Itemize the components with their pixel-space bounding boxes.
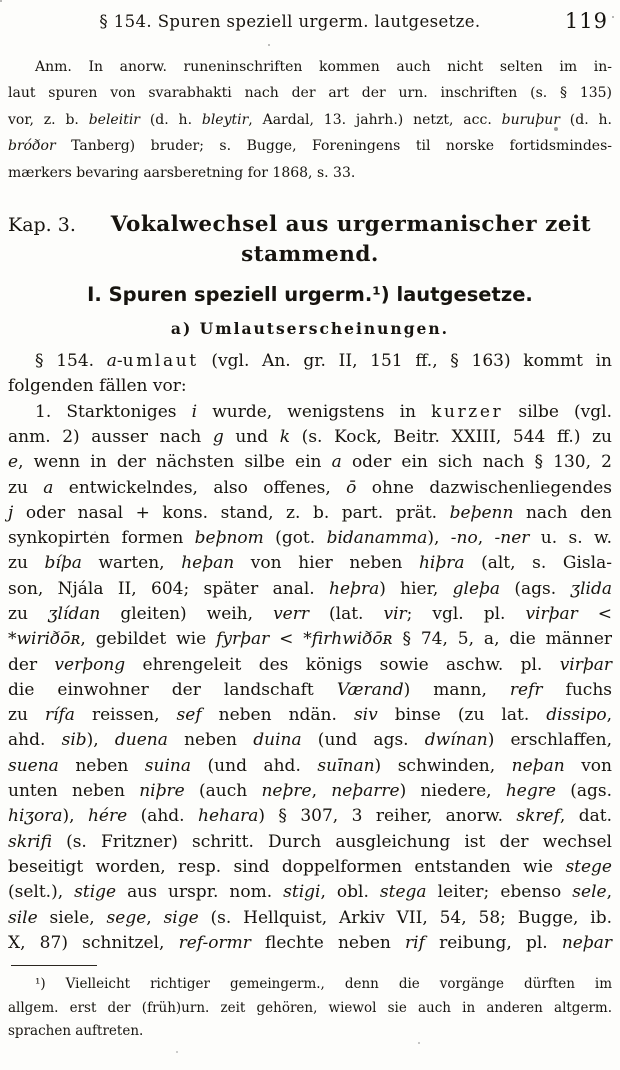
text-segment: , wenn in der nächsten silbe ein bbox=[18, 452, 332, 473]
text-segment: siele, bbox=[37, 907, 107, 928]
italic-text-segment: skrifi bbox=[8, 831, 52, 852]
chapter-number-label: Kap. 3. bbox=[8, 214, 76, 237]
running-title: § 154. Spuren speziell urgerm. lautgesetze. bbox=[99, 12, 481, 31]
text-segment: ¹) Vielleicht richtiger gemeingerm., denn die vorgänge dürften im bbox=[35, 976, 612, 993]
italic-text-segment: beþnom bbox=[194, 528, 264, 549]
text-segment: ohne dazwischenliegendes bbox=[356, 477, 612, 498]
text-line bbox=[8, 374, 612, 399]
text-line bbox=[8, 501, 612, 526]
text-segment: , obl. bbox=[320, 882, 380, 903]
text-segment: ehrengeleit des königs sowie aschw. pl. bbox=[125, 654, 560, 675]
page-number: 119 bbox=[564, 9, 608, 33]
text-line bbox=[8, 602, 612, 627]
italic-text-segment: stigi bbox=[283, 882, 321, 903]
text-line bbox=[8, 728, 612, 753]
text-segment: anm. 2) ausser nach bbox=[8, 426, 213, 447]
text-segment: synkopirten formen bbox=[8, 528, 195, 549]
text-line bbox=[8, 160, 612, 186]
text-segment: der bbox=[8, 654, 55, 675]
italic-text-segment: suīnan bbox=[317, 755, 375, 776]
text-segment: X, 87) schnitzel, bbox=[8, 932, 179, 953]
text-segment: reissen, bbox=[74, 705, 177, 726]
text-segment: son, Njála II, 604; später anal. bbox=[8, 578, 330, 599]
text-segment: flechte neben bbox=[250, 932, 406, 953]
text-segment: , bbox=[477, 528, 495, 549]
text-segment: ), bbox=[62, 806, 88, 827]
italic-text-segment: hehara bbox=[198, 806, 259, 827]
text-segment: die einwohner der landschaft bbox=[8, 679, 337, 700]
italic-text-segment: bleytir bbox=[201, 111, 249, 128]
text-segment: § 74, 5, a, die männer bbox=[392, 629, 613, 650]
text-segment: (selt.), bbox=[8, 882, 75, 903]
text-segment: ) § 307, 3 reiher, anorw. bbox=[258, 806, 517, 827]
italic-text-segment: heþan bbox=[181, 553, 235, 574]
text-segment: laut spuren von svarabhakti nach der art der urn. inschriften (s. § 135) bbox=[8, 85, 612, 102]
text-segment: (auch bbox=[184, 781, 262, 802]
text-segment: (s. Hellquist, Arkiv VII, 54, 58; Bugge, ib. bbox=[198, 907, 613, 928]
text-segment: , bbox=[606, 705, 613, 726]
text-segment: unten neben bbox=[8, 781, 140, 802]
text-segment: neben bbox=[167, 730, 254, 751]
letterspaced-text-segment: kurzer bbox=[431, 401, 504, 422]
text-line bbox=[8, 627, 612, 652]
italic-text-segment: beleitir bbox=[88, 111, 140, 128]
text-line bbox=[8, 133, 612, 159]
text-segment: nach den bbox=[513, 502, 612, 523]
text-line bbox=[8, 906, 612, 931]
text-segment: § 154. bbox=[35, 351, 107, 372]
text-line bbox=[8, 754, 612, 779]
text-line bbox=[8, 450, 612, 475]
italic-text-segment: bidanamma bbox=[326, 528, 428, 549]
text-segment: von bbox=[564, 755, 612, 776]
text-line bbox=[8, 830, 612, 855]
italic-text-segment: duena bbox=[114, 730, 168, 751]
italic-text-segment: Værand bbox=[336, 679, 404, 700]
italic-text-segment: sef bbox=[176, 705, 202, 726]
chapter-title-part1: Vokalwechsel aus urgermanischer zeit bbox=[110, 212, 592, 238]
italic-text-segment: stige bbox=[74, 882, 117, 903]
text-segment: - bbox=[116, 351, 123, 372]
footnote bbox=[8, 973, 612, 1044]
text-segment: wurde, wenigstens in bbox=[197, 401, 432, 422]
text-segment: ), bbox=[86, 730, 115, 751]
italic-text-segment: i bbox=[191, 401, 198, 422]
text-line bbox=[8, 54, 612, 80]
italic-text-segment: suena bbox=[8, 755, 59, 776]
body-text bbox=[8, 349, 612, 956]
text-segment: allgem. erst der (früh)urn. zeit gehören, wiewol sie auch in anderen altgerm. bbox=[8, 999, 612, 1016]
text-segment: (got. bbox=[263, 528, 327, 549]
text-segment: ) mann, bbox=[403, 679, 510, 700]
italic-text-segment: buruþur bbox=[501, 111, 560, 128]
italic-text-segment: skref bbox=[516, 806, 560, 827]
text-segment: ) niedere, bbox=[399, 781, 506, 802]
italic-text-segment: stege bbox=[565, 856, 612, 877]
italic-text-segment: a bbox=[331, 452, 342, 473]
italic-text-segment: g bbox=[212, 426, 224, 447]
italic-text-segment: rífa bbox=[44, 705, 75, 726]
text-line bbox=[8, 107, 612, 133]
italic-text-segment: ref-ormr bbox=[178, 932, 251, 953]
italic-text-segment: wiriðōʀ bbox=[16, 629, 81, 650]
text-line bbox=[8, 779, 612, 804]
text-segment: (d. h. bbox=[559, 111, 612, 128]
text-segment: (ahd. bbox=[127, 806, 199, 827]
italic-text-segment: refr bbox=[509, 679, 543, 700]
text-segment: (lat. bbox=[309, 604, 384, 624]
text-segment: , Aardal, 13. jahrh.) netzt, acc. bbox=[248, 111, 502, 128]
text-segment: (ags. bbox=[555, 781, 612, 802]
text-segment: silbe (vgl. bbox=[503, 401, 613, 422]
text-line bbox=[8, 931, 612, 956]
text-segment: neben bbox=[58, 755, 145, 776]
text-segment: (und ags. bbox=[301, 730, 425, 751]
italic-text-segment: heþra bbox=[329, 578, 380, 599]
italic-text-segment: hiþra bbox=[418, 553, 465, 574]
text-segment: reibung, pl. bbox=[424, 932, 562, 953]
text-segment: ahd. bbox=[8, 730, 62, 751]
text-segment: , dat. bbox=[559, 806, 613, 827]
text-segment: gleiten) weih, bbox=[100, 604, 274, 624]
italic-text-segment: beþenn bbox=[449, 502, 514, 523]
text-segment: (und ahd. bbox=[191, 755, 318, 776]
italic-text-segment: rif bbox=[405, 932, 425, 953]
italic-text-segment: ʒlida bbox=[570, 578, 612, 599]
italic-text-segment: sege bbox=[106, 907, 147, 928]
chapter-heading bbox=[8, 212, 612, 267]
text-segment: von hier neben bbox=[234, 553, 419, 574]
text-line bbox=[8, 80, 612, 106]
text-segment: , bbox=[311, 781, 332, 802]
text-segment: (s. Kock, Beitr. XXIII, 544 ff.) zu bbox=[290, 426, 612, 447]
text-segment: (alt, s. Gisla- bbox=[464, 553, 612, 574]
italic-text-segment: dissipo bbox=[546, 705, 607, 726]
text-line bbox=[8, 973, 612, 997]
text-segment: aus urspr. nom. bbox=[116, 882, 284, 903]
text-segment: (s. Fritzner) schritt. Durch ausgleichung ist der wechsel bbox=[51, 831, 612, 852]
text-line bbox=[8, 997, 612, 1021]
page-header bbox=[8, 9, 612, 38]
italic-text-segment: k bbox=[279, 426, 291, 447]
italic-text-segment: j bbox=[8, 502, 14, 523]
text-segment: oder ein sich nach § 130, 2 bbox=[341, 452, 612, 473]
text-segment: ) hier, bbox=[379, 578, 453, 599]
text-segment: (ags. bbox=[500, 578, 571, 599]
italic-text-segment: ʒlídan bbox=[47, 604, 101, 624]
italic-text-segment: stega bbox=[379, 882, 427, 903]
text-segment: entwickelndes, also offenes, bbox=[53, 477, 347, 498]
text-segment: zu bbox=[8, 477, 44, 498]
text-segment: zu bbox=[8, 705, 45, 726]
text-segment: sprachen auftreten. bbox=[8, 1023, 144, 1040]
text-segment: zu bbox=[8, 604, 48, 624]
text-segment: u. s. w. bbox=[529, 528, 612, 549]
text-segment: ), bbox=[427, 528, 451, 549]
text-segment: , bbox=[146, 907, 164, 928]
italic-text-segment: -no bbox=[450, 528, 478, 549]
text-segment: * bbox=[8, 629, 17, 650]
section-heading: I. Spuren speziell urgerm.¹) lautgesetze. bbox=[87, 283, 533, 307]
italic-text-segment: neþan bbox=[511, 755, 565, 776]
text-segment: fuchs bbox=[542, 679, 612, 700]
italic-text-segment: virþar bbox=[559, 654, 612, 675]
italic-text-segment: neþar bbox=[561, 932, 612, 953]
text-segment: leiter; ebenso bbox=[426, 882, 573, 903]
italic-text-segment: bíþa bbox=[44, 553, 82, 574]
chapter-heading-line1 bbox=[8, 212, 612, 237]
italic-text-segment: gleþa bbox=[452, 578, 501, 599]
footnote-rule bbox=[11, 965, 97, 966]
italic-text-segment: hegre bbox=[505, 781, 556, 802]
italic-text-segment: vir bbox=[383, 604, 407, 624]
italic-text-segment: sele bbox=[572, 882, 607, 903]
italic-text-segment: duina bbox=[253, 730, 302, 751]
italic-text-segment: dwínan bbox=[424, 730, 488, 751]
text-line bbox=[8, 804, 612, 829]
text-segment: zu bbox=[8, 553, 45, 574]
letterspaced-text-segment: umlaut bbox=[122, 351, 199, 372]
italic-text-segment: sige bbox=[163, 907, 199, 928]
text-line bbox=[8, 400, 612, 425]
italic-text-segment: fyrþar bbox=[216, 629, 270, 650]
italic-text-segment: sib bbox=[61, 730, 87, 751]
italic-text-segment: hére bbox=[87, 806, 128, 827]
chapter-title-part2: stammend. bbox=[241, 242, 379, 268]
text-line bbox=[8, 349, 612, 374]
italic-text-segment: siv bbox=[353, 705, 378, 726]
text-segment: Anm. In anorw. runeninschriften kommen auch nicht selten im in- bbox=[35, 59, 612, 75]
text-segment: binse (zu lat. bbox=[377, 705, 547, 726]
italic-text-segment: sile bbox=[8, 907, 38, 928]
text-segment: (vgl. An. gr. II, 151 ff., § 163) kommt in bbox=[198, 351, 612, 372]
text-line bbox=[8, 678, 612, 703]
italic-text-segment: -ner bbox=[494, 528, 530, 549]
text-segment: beseitigt worden, resp. sind doppelformen entstanden wie bbox=[8, 856, 566, 877]
text-line bbox=[8, 880, 612, 905]
text-segment: und bbox=[223, 426, 280, 447]
text-segment: oder nasal + kons. stand, z. b. part. prät. bbox=[13, 502, 450, 523]
text-segment: ) schwinden, bbox=[374, 755, 512, 776]
italic-text-segment: a bbox=[106, 351, 117, 372]
italic-text-segment: firhwiðōʀ bbox=[311, 629, 393, 650]
text-segment: , bbox=[606, 882, 612, 903]
text-segment: , gebildet wie bbox=[80, 629, 217, 650]
italic-text-segment: suina bbox=[144, 755, 191, 776]
text-segment: (d. h. bbox=[140, 111, 202, 128]
text-line bbox=[8, 653, 612, 678]
text-line bbox=[8, 1020, 612, 1044]
italic-text-segment: a bbox=[43, 477, 54, 498]
italic-text-segment: verr bbox=[273, 604, 309, 624]
text-segment: 1. Starktoniges bbox=[35, 401, 192, 422]
italic-text-segment: ō bbox=[346, 477, 357, 498]
text-segment: Tanberg) bruder; s. Bugge, Foreningens til norske fortidsmindes- bbox=[55, 138, 612, 155]
annotation-paragraph bbox=[8, 54, 612, 186]
text-line bbox=[8, 577, 612, 602]
text-line bbox=[8, 476, 612, 501]
text-segment: ; vgl. pl. bbox=[406, 604, 526, 624]
text-segment: neben ndän. bbox=[201, 705, 354, 726]
italic-text-segment: bróðor bbox=[8, 138, 56, 155]
italic-text-segment: verþong bbox=[54, 654, 126, 675]
italic-text-segment: neþre bbox=[261, 781, 312, 802]
italic-text-segment: e bbox=[8, 452, 19, 473]
text-segment: warten, bbox=[81, 553, 182, 574]
text-segment: ) erschlaffen, bbox=[487, 730, 612, 751]
text-segment: < * bbox=[269, 629, 312, 650]
text-line bbox=[8, 703, 612, 728]
text-segment: vor, z. b. bbox=[8, 111, 89, 128]
italic-text-segment: niþre bbox=[139, 781, 185, 802]
italic-text-segment: neþarre bbox=[331, 781, 400, 802]
italic-text-segment: virþar bbox=[525, 604, 578, 624]
text-segment: < bbox=[577, 604, 613, 624]
text-segment: mærkers bevaring aarsberetning for 1868, s. 33. bbox=[8, 164, 356, 181]
italic-text-segment: hiʒora bbox=[8, 806, 63, 827]
text-line bbox=[8, 425, 612, 450]
subsection-heading: a) Umlautserscheinungen. bbox=[170, 319, 450, 339]
text-line bbox=[8, 855, 612, 880]
text-line bbox=[8, 526, 612, 551]
text-segment: folgenden fällen vor: bbox=[8, 376, 187, 397]
text-line bbox=[8, 551, 612, 576]
